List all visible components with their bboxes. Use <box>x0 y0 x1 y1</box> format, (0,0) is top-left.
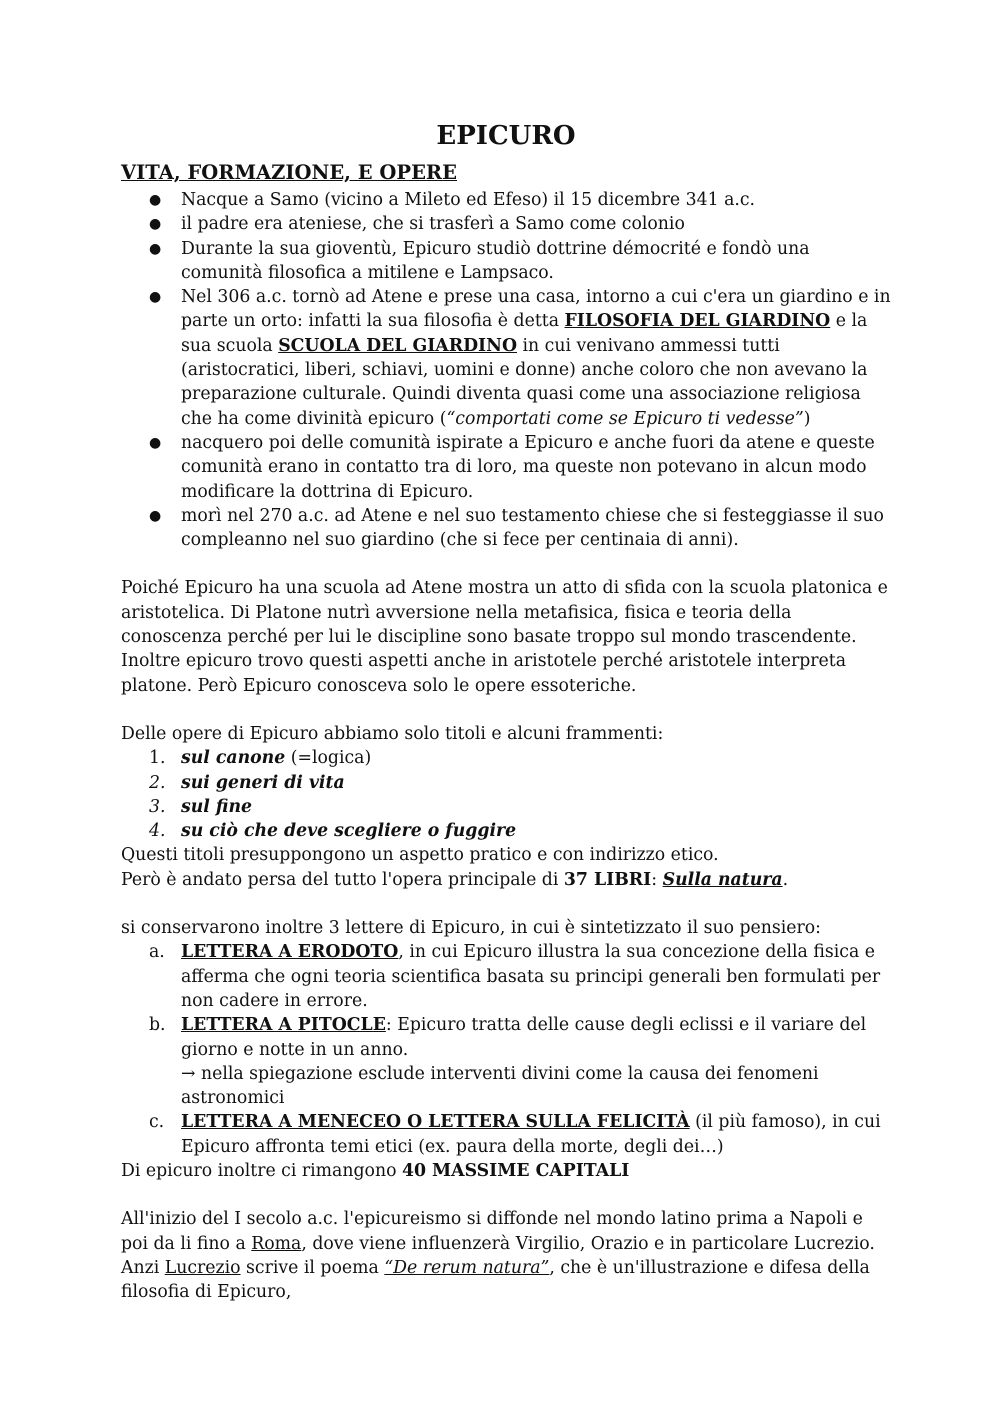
work-title: sui generi di vita <box>181 772 345 793</box>
work-title: sul canone <box>181 748 286 769</box>
bullet-text: Nel 306 a.c. tornò ad Atene e prese una casa, intorno a cui c'era un giardino e in parte un orto: infatti la sua filosofia è detta <box>181 287 891 332</box>
bullet-marker: ● <box>149 507 162 524</box>
list-number: 1. <box>149 748 166 769</box>
letter-title: LETTERA A PITOCLE <box>181 1015 386 1036</box>
text: . <box>782 869 789 890</box>
bullet-text: e la sua scuola <box>181 311 868 356</box>
section-heading: VITA, FORMAZIONE, E OPERE <box>121 161 457 184</box>
letter-text: (il più famoso), in cui Epicuro affronta temi etici (ex. paura della morte, degli dei…) <box>181 1112 881 1157</box>
list-item <box>121 1110 891 1159</box>
text: Però è andato persa del tutto l'opera principale di <box>121 869 564 890</box>
garden-philosophy-term: FILOSOFIA DEL GIARDINO <box>564 311 831 332</box>
works-list <box>121 746 891 843</box>
list-item <box>121 795 891 819</box>
list-item <box>121 237 891 286</box>
maxims-line <box>121 1159 891 1183</box>
bullet-marker: ● <box>149 240 162 257</box>
list-item <box>121 431 891 504</box>
letter-title: LETTERA A ERODOTO <box>181 942 399 963</box>
quote: “comportati come se Epicuro ti vedesse” <box>446 408 804 429</box>
text: Di epicuro inoltre ci rimangono <box>121 1160 402 1181</box>
list-item <box>121 188 891 212</box>
maxims-count: 40 MASSIME CAPITALI <box>401 1160 630 1181</box>
list-item <box>121 212 891 236</box>
works-lost <box>121 868 891 892</box>
page-title: EPICURO <box>436 121 576 151</box>
bullet-text: morì nel 270 a.c. ad Atene e nel suo testamento chiese che si festeggiasse il suo compleanno nel suo giardino (che si fece per centinaia di anni). <box>181 505 884 551</box>
list-number: 2. <box>149 772 166 793</box>
text: scrive il poema <box>240 1257 385 1278</box>
list-item <box>121 940 891 1013</box>
bullet-text: Durante la sua gioventù, Epicuro studiò dottrine démocrité e fondò una comunità filosofica a mitilene e Lampsaco. <box>181 238 810 283</box>
garden-school-term: SCUOLA DEL GIARDINO <box>278 335 517 356</box>
works-intro: Delle opere di Epicuro abbiamo solo titoli e alcuni frammenti: <box>121 723 664 744</box>
letter-title: LETTERA A MENECEO O LETTERA SULLA FELICITÀ <box>181 1112 690 1133</box>
rome-term: Roma <box>251 1233 302 1254</box>
list-item <box>121 504 891 553</box>
work-note: (=logica) <box>285 748 372 769</box>
poem-title: “De rerum natura” <box>384 1257 550 1278</box>
document-page <box>121 118 891 1304</box>
paragraph-school: Poiché Epicuro ha una scuola ad Atene mostra un atto di sfida con la scuola platonica e aristotelica. Di Platone nutrì avversione nella metafisica, fisica e teoria della conoscenza perché per lui le discipline sono basate troppo sul mondo trascendente. Inoltre epicuro trovo questi aspetti anche in aristotele perché aristotele interpreta platone. Però Epicuro conosceva solo le opere essoteriche. <box>121 578 888 696</box>
list-letter: b. <box>149 1015 166 1036</box>
letter-text: , in cui Epicuro illustra la sua concezione della fisica e afferma che ogni teoria scientifica basata su principi generali ben formulati per non cadere in errore. <box>181 942 881 1011</box>
letter-text: : Epicuro tratta delle cause degli eclissi e il variare del giorno e notte in un anno. <box>181 1015 867 1060</box>
text: , dove viene influenzerà Virgilio, Orazio e in particolare Lucrezio. Anzi <box>121 1233 875 1278</box>
letters-intro: si conservarono inoltre 3 lettere di Epicuro, in cui è sintetizzato il suo pensiero: <box>121 918 822 939</box>
lucretius-term: Lucrezio <box>164 1257 241 1278</box>
list-item <box>121 285 891 431</box>
bullet-text: nacquero poi delle comunità ispirate a Epicuro e anche fuori da atene e queste comunità erano in contatto tra di loro, ma queste non potevano in alcun modo modificare la dottrina di Epicuro. <box>181 432 875 502</box>
main-work-title: Sulla natura <box>662 869 783 890</box>
bullet-text: il padre era ateniese, che si trasferì a Samo come colonio <box>181 214 685 235</box>
books-count: 37 LIBRI <box>563 869 652 890</box>
text: , che è un'illustrazione e difesa della filosofia di Epicuro, <box>121 1257 870 1303</box>
list-item <box>121 1013 891 1110</box>
list-item <box>121 771 891 795</box>
work-title: su ciò che deve scegliere o fuggire <box>181 821 517 842</box>
bullet-text: Nacque a Samo (vicino a Mileto ed Efeso) il 15 dicembre 341 a.c. <box>181 190 756 210</box>
bullet-marker: ● <box>149 289 162 306</box>
bullet-marker: ● <box>149 192 162 208</box>
letters-list <box>121 940 891 1159</box>
bullet-text: in cui venivano ammessi tutti (aristocratici, liberi, schiavi, uomini e donne) anche coloro che non avevano la preparazione culturale. Quindi diventa quasi come una associazione religiosa che ha come divinità epicuro ( <box>181 335 868 429</box>
text: All'inizio del I secolo a.c. l'epicureismo si diffonde nel mondo latino prima a Napoli e poi da li fino a <box>121 1209 863 1254</box>
works-comment: Questi titoli presuppongono un aspetto pratico e con indirizzo etico. <box>121 845 719 866</box>
bullet-marker: ● <box>149 434 162 451</box>
work-title: sul fine <box>181 796 252 817</box>
list-letter: a. <box>149 942 165 963</box>
paragraph-latin-world <box>121 1207 891 1304</box>
list-number: 3. <box>149 796 166 817</box>
bullet-text: ) <box>803 408 811 429</box>
text: : <box>651 869 663 890</box>
list-number: 4. <box>149 821 166 842</box>
list-item <box>121 819 891 843</box>
letter-note: → nella spiegazione esclude interventi divini come la causa dei fenomeni astronomici <box>181 1063 819 1109</box>
list-item <box>121 746 891 770</box>
list-letter: c. <box>149 1112 165 1133</box>
bullet-marker: ● <box>149 216 162 233</box>
biography-list <box>121 188 891 552</box>
